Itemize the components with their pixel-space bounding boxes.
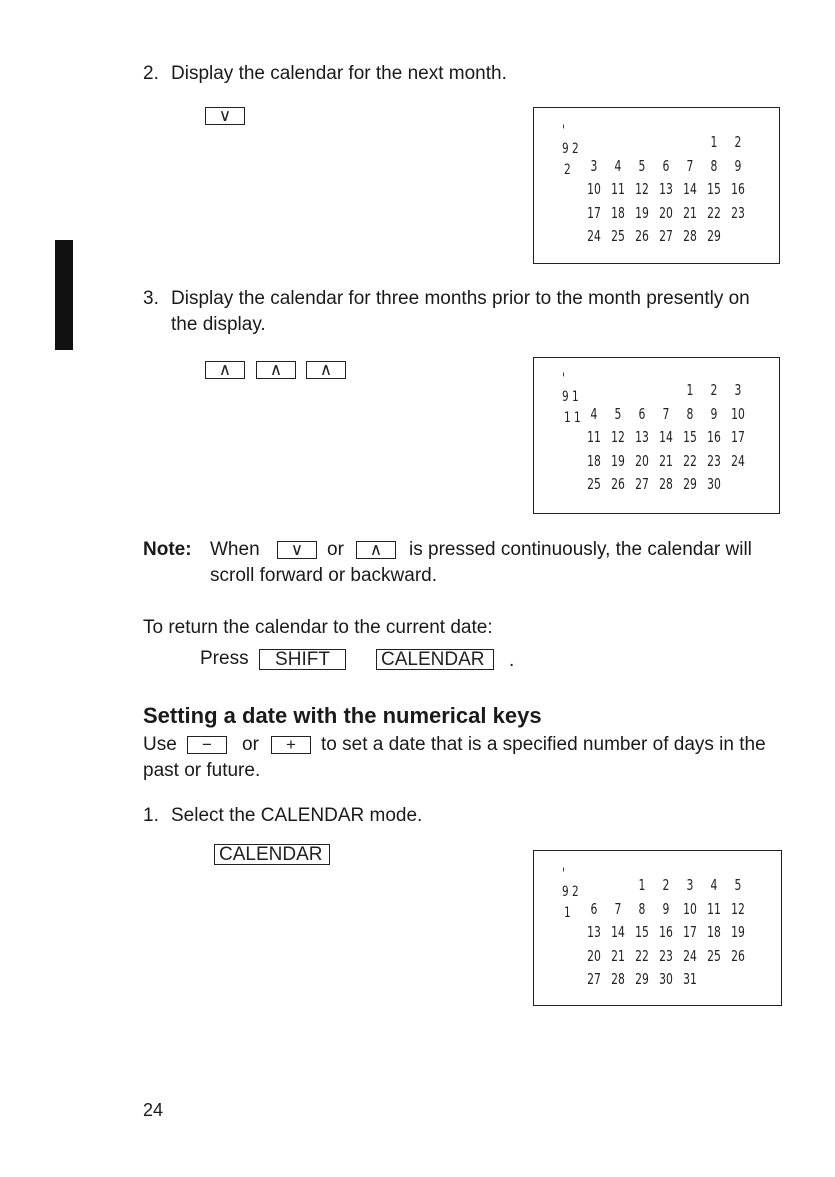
- month-indicator: 2: [564, 162, 571, 178]
- calendar-day: 18: [707, 923, 721, 941]
- down-arrow-key: ∨: [205, 107, 245, 125]
- calendar-day: 25: [707, 946, 721, 965]
- calendar-day: 22: [683, 451, 697, 470]
- calendar-day: 1: [686, 381, 694, 399]
- calendar-day: 5: [614, 404, 622, 423]
- calendar-display-three-months-prior: [533, 357, 780, 514]
- calendar-day: 7: [614, 899, 622, 918]
- calendar-day: 16: [659, 923, 673, 941]
- calendar-day: 11: [611, 180, 625, 198]
- calendar-day: 23: [659, 946, 673, 965]
- step-2-text: Display the calendar for the next month.: [171, 63, 507, 84]
- calendar-day: 29: [707, 227, 721, 245]
- calendar-day: 26: [611, 475, 625, 493]
- page-number: 24: [143, 1100, 164, 1120]
- calendar-day: 24: [683, 946, 697, 965]
- calendar-day: 6: [638, 404, 646, 423]
- calendar-day: 11: [587, 428, 601, 446]
- calendar-day: 28: [659, 475, 673, 493]
- calendar-day: 10: [683, 899, 697, 918]
- calendar-day: 10: [731, 404, 745, 423]
- calendar-day: 24: [587, 227, 601, 245]
- calendar-day: 3: [734, 381, 742, 399]
- calendar-day: 22: [635, 946, 649, 965]
- year-indicator: 9 2: [562, 884, 579, 900]
- calendar-day: 11: [707, 899, 721, 918]
- section-or: or: [242, 734, 259, 755]
- step-3-number: 3.: [143, 288, 159, 309]
- calendar-day: 8: [638, 899, 646, 918]
- calendar-day: 6: [662, 156, 670, 175]
- calendar-day: 30: [659, 970, 673, 988]
- up-arrow-key-note: ∧: [356, 541, 396, 559]
- calendar-key: CALENDAR: [376, 649, 494, 670]
- calendar-day: 19: [731, 923, 745, 941]
- calendar-day: 13: [587, 923, 601, 941]
- month-indicator: 1: [564, 905, 571, 921]
- calendar-day: 7: [686, 156, 694, 175]
- calendar-day: 8: [710, 156, 718, 175]
- calendar-day: 28: [683, 227, 697, 245]
- section-text-line2: past or future.: [143, 760, 261, 781]
- step-2-number: 2.: [143, 63, 159, 84]
- plus-key: +: [271, 736, 311, 754]
- calendar-day: 17: [683, 923, 697, 941]
- calendar-day: 20: [587, 946, 601, 965]
- calendar-day: 24: [731, 451, 745, 470]
- calendar-display-next-month: [533, 107, 780, 264]
- calendar-day: 15: [635, 923, 649, 941]
- calendar-day: 23: [731, 203, 745, 222]
- shift-key: SHIFT: [259, 649, 346, 670]
- press-period: .: [509, 650, 515, 671]
- calendar-day: 20: [659, 203, 673, 222]
- calendar-day: 9: [710, 404, 718, 423]
- calendar-day: 2: [662, 876, 670, 894]
- calendar-day: 14: [683, 180, 697, 198]
- calendar-day: 27: [635, 475, 649, 493]
- calendar-day: 17: [587, 203, 601, 222]
- calendar-day: 30: [707, 475, 721, 493]
- section-text-line1: to set a date that is a specified number of days in the: [321, 734, 766, 755]
- section-use: Use: [143, 734, 177, 755]
- return-instruction: To return the calendar to the current date:: [143, 617, 493, 638]
- year-apostrophe: ': [562, 866, 565, 882]
- section-heading: Setting a date with the numerical keys: [143, 703, 542, 728]
- calendar-day: 6: [590, 899, 598, 918]
- calendar-key-step1: CALENDAR: [214, 844, 330, 865]
- note-text-line1: is pressed continuously, the calendar will: [409, 539, 752, 560]
- calendar-day: 25: [611, 227, 625, 245]
- calendar-day: 25: [587, 475, 601, 493]
- calendar-day: 15: [683, 428, 697, 446]
- calendar-day: 12: [611, 428, 625, 446]
- calendar-day: 27: [587, 970, 601, 988]
- note-when: When: [210, 539, 260, 560]
- calendar-day: 12: [635, 180, 649, 198]
- calendar-day: 15: [707, 180, 721, 198]
- calendar-day: 3: [590, 156, 598, 175]
- year-apostrophe: ': [562, 123, 565, 139]
- calendar-day: 29: [683, 475, 697, 493]
- calendar-day: 3: [686, 876, 694, 894]
- calendar-day: 27: [659, 227, 673, 245]
- calendar-day: 18: [587, 451, 601, 470]
- calendar-day: 13: [635, 428, 649, 446]
- calendar-day: 5: [638, 156, 646, 175]
- calendar-day: 17: [731, 428, 745, 446]
- calendar-day: 26: [731, 946, 745, 965]
- calendar-day: 5: [734, 876, 742, 894]
- calendar-day: 18: [611, 203, 625, 222]
- calendar-day: 4: [590, 404, 598, 423]
- calendar-day: 21: [611, 946, 625, 965]
- minus-key: −: [187, 736, 227, 754]
- calendar-day: 26: [635, 227, 649, 245]
- note-text-line2: scroll forward or backward.: [210, 565, 438, 586]
- calendar-day: 29: [635, 970, 649, 988]
- calendar-day: 21: [659, 451, 673, 470]
- calendar-display-current-month: [533, 850, 782, 1006]
- calendar-day: 1: [710, 133, 718, 151]
- calendar-day: 14: [659, 428, 673, 446]
- calendar-day: 2: [710, 381, 718, 399]
- note-label: Note:: [143, 539, 192, 560]
- calendar-day: 31: [683, 970, 697, 988]
- calendar-day: 7: [662, 404, 670, 423]
- calendar-day: 9: [734, 156, 742, 175]
- calendar-day: 4: [614, 156, 622, 175]
- up-arrow-key-2: ∧: [256, 361, 296, 379]
- calendar-day: 16: [731, 180, 745, 198]
- calendar-day: 9: [662, 899, 670, 918]
- calendar-day: 23: [707, 451, 721, 470]
- calendar-day: 14: [611, 923, 625, 941]
- calendar-day: 28: [611, 970, 625, 988]
- up-arrow-key-1: ∧: [205, 361, 245, 379]
- calendar-day: 10: [587, 180, 601, 198]
- down-arrow-key-note: ∨: [277, 541, 317, 559]
- calendar-day: 13: [659, 180, 673, 198]
- calendar-day: 22: [707, 203, 721, 222]
- year-apostrophe: ': [562, 371, 565, 387]
- calendar-day: 19: [635, 203, 649, 222]
- calendar-day: 8: [686, 404, 694, 423]
- year-indicator: 9 1: [562, 389, 579, 405]
- step-1-text: Select the CALENDAR mode.: [171, 805, 423, 826]
- calendar-day: 4: [710, 876, 718, 894]
- calendar-day: 20: [635, 451, 649, 470]
- calendar-day: 21: [683, 203, 697, 222]
- calendar-day: 19: [611, 451, 625, 470]
- up-arrow-key-3: ∧: [306, 361, 346, 379]
- note-or: or: [327, 539, 344, 560]
- year-indicator: 9 2: [562, 141, 579, 157]
- month-indicator: 1 1: [564, 410, 581, 426]
- calendar-day: 16: [707, 428, 721, 446]
- calendar-day: 1: [638, 876, 646, 894]
- calendar-day: 2: [734, 133, 742, 151]
- calendar-day: 12: [731, 899, 745, 918]
- step-1-number: 1.: [143, 805, 159, 826]
- step-3-text-line2: the display.: [171, 314, 266, 335]
- press-label: Press: [200, 648, 249, 669]
- step-3-text-line1: Display the calendar for three months prior to the month presently on: [171, 288, 750, 309]
- margin-thumb-tab: [55, 240, 73, 350]
